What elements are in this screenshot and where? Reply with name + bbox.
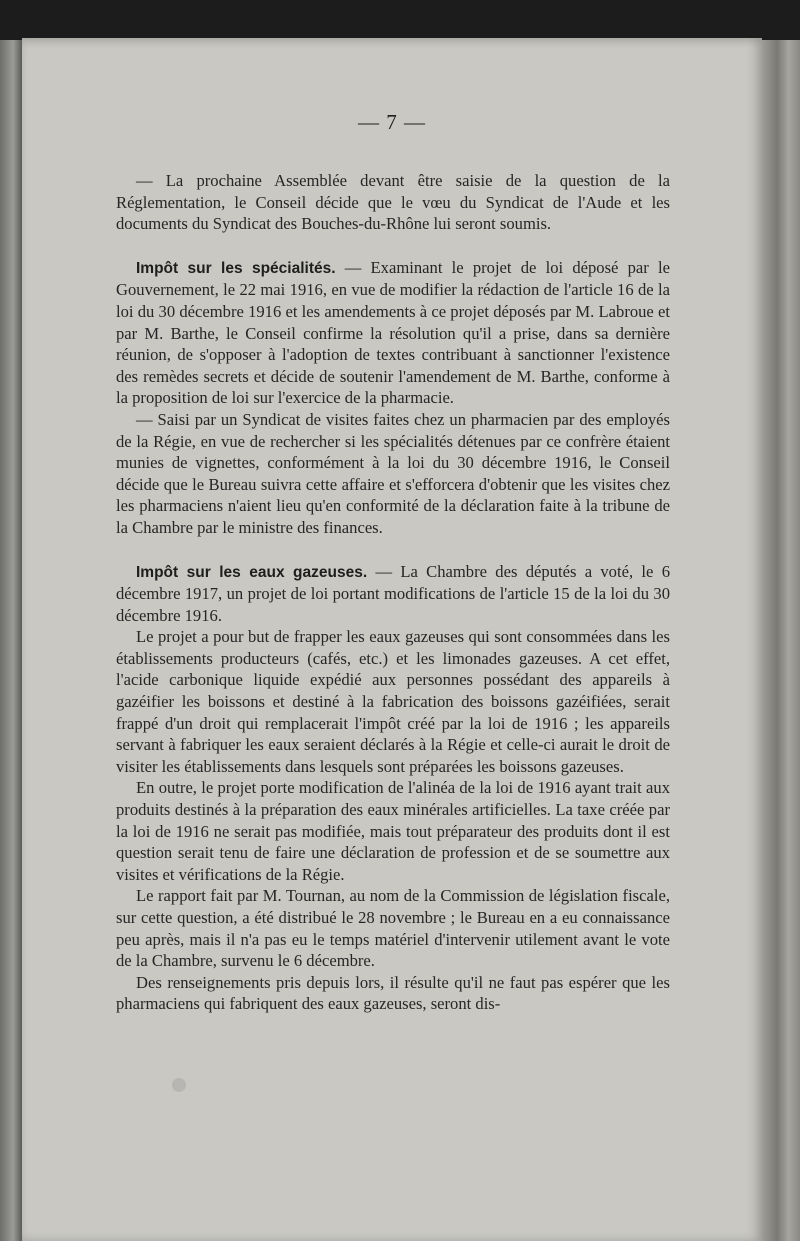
- page-stack-edge: [762, 40, 800, 1241]
- document-page: [22, 38, 762, 1241]
- section-heading-specialites: Impôt sur les spécialités.: [136, 259, 336, 277]
- paragraph-text: — La Chambre des députés a voté, le 6 décembre 1917, un projet de loi portant modifications de l'article 15 de la loi du 30 décembre 1916.: [116, 561, 670, 625]
- paragraph-rapport-tournan: Le rapport fait par M. Tournan, au nom de la Commission de législation fiscale, sur cette question, a été distribué le 28 novembre ; le Bureau en a eu connaissance peu après, mais il n'a pas eu le temps matériel d'intervenir utilement avant le vote de la Chambre, survenu le 6 décembre.: [116, 886, 670, 971]
- paragraph-renseignements: Des renseignements pris depuis lors, il résulte qu'il ne faut pas espérer que les pharmaciens qui fabriquent des eaux gazeuses, seront dis-: [116, 972, 670, 1014]
- paragraph-visites-regie: — Saisi par un Syndicat de visites faites chez un pharmacien par des employés de la Régie, en vue de rechercher si les spécialités détenues par ce confrère étaient munies de vignettes, conformément à la loi du 30 décembre 1916, le Conseil décide que le Bureau suivra cette affaire et s'efforcera d'obtenir que les visites chez les pharmaciens n'aient lieu qu'en conformité de la déclaration faite à la tribune de la Chambre par le ministre des finances.: [116, 409, 670, 537]
- paper-smudge: [172, 1078, 186, 1092]
- paragraph-reglementation: — La prochaine Assemblée devant être saisie de la question de la Réglementation, le Conseil décide que le vœu du Syndicat de l'Aude et les documents du Syndicat des Bouches-du-Rhône lui seront soumis.: [116, 171, 670, 234]
- paragraph-text: — Examinant le projet de loi déposé par le Gouvernement, le 22 mai 1916, en vue de modifier la rédaction de l'article 16 de la loi du 30 décembre 1916 et les amendements à ce projet déposés par M. Labroue et par M. Barthe, le Conseil confirme la résolution qu'il a prise, dans sa dernière réunion, de s'opposer à l'adoption de textes contribuant à sanctionner l'existence des remèdes secrets et décide de soutenir l'amendement de M. Barthe, conforme à la proposition de loi sur l'exercice de la pharmacie.: [116, 257, 670, 408]
- section-heading-eaux-gazeuses: Impôt sur les eaux gazeuses.: [136, 563, 368, 581]
- book-spine-edge: [0, 40, 22, 1241]
- paragraph-en-outre: En outre, le projet porte modification de l'alinéa de la loi de 1916 ayant trait aux produits destinés à la préparation des eaux minérales artificielles. La taxe créée par la loi de 1916 ne serait pas modifiée, mais tout préparateur des produits dont il est question serait tenu de faire une déclaration de profession et de se soumettre aux visites et vérifications de la Régie.: [116, 778, 670, 884]
- page-body: [116, 170, 670, 1015]
- page-number: — 7 —: [358, 110, 426, 134]
- paragraph-projet-but: Le projet a pour but de frapper les eaux gazeuses qui sont consommées dans les établissements producteurs (cafés, etc.) et les limonades gazeuses. A cet effet, l'acide carbonique liquide expédié aux personnes possédant des appareils à gazéifier les boissons et destiné à la fabrication des boissons gazéifiées, serait frappé d'un droit qui remplacerait l'impôt créé par la loi de 1916 ; les appareils servant à fabriquer les eaux seraient déclarés à la Régie et celle-ci aurait le droit de visiter les établissements dans lesquels sont préparées les boissons gazeuses.: [116, 627, 670, 776]
- paragraph-impot-eaux-gazeuses: [116, 561, 670, 627]
- paragraph-impot-specialites: [116, 257, 670, 409]
